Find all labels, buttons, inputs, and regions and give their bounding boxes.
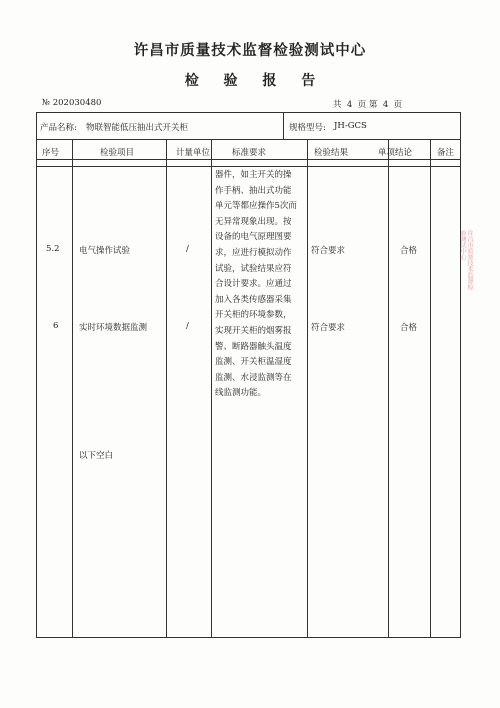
standard-requirements-text: 器件，如主开关的操作手柄、抽出式功能单元等都应操作5次而无异常现象出现。按设备的电气原理图要求，应进行模拟动作试验，试验结果应符合设计要求。应通过加入各类传感器采集开关柜的环境参数，实现开关柜的烟雾报警、断路器触头温度监测、开关柜温湿度监测、水浸监测等在线监测功能。	[215, 170, 297, 399]
seal-stamp: 许昌市质量技术监督检验测试中心	[459, 230, 473, 290]
blank-note: 以下空白	[79, 451, 114, 461]
page-indicator: 共 4 页 第 4 页	[333, 100, 403, 110]
product-name-value: 物联智能低压抽出式开关柜	[86, 123, 189, 133]
column-standard: 标准要求	[232, 148, 267, 158]
row-result: 符合要求	[311, 246, 346, 256]
row-unit: /	[186, 321, 189, 331]
row-unit: /	[186, 244, 189, 254]
column-item: 检验项目	[100, 148, 135, 158]
row-seq: 5.2	[46, 244, 60, 254]
column-seq: 序号	[42, 148, 60, 158]
model-value: JH-GCS	[334, 121, 367, 131]
column-unit: 计量单位	[176, 148, 211, 158]
report-number: № 202030480	[42, 98, 102, 108]
column-note: 备注	[437, 148, 455, 158]
row-conclusion: 合格	[400, 246, 418, 256]
column-conclusion: 单项结论	[378, 148, 413, 158]
model-label: 规格型号:	[289, 123, 326, 133]
row-seq: 6	[53, 321, 59, 331]
row-conclusion: 合格	[400, 323, 418, 333]
product-name-label: 产品名称:	[40, 123, 77, 133]
report-title: 检 验 报 告	[184, 73, 316, 89]
organization-name: 许昌市质量技术监督检验测试中心	[133, 43, 367, 59]
row-item: 电气操作试验	[79, 246, 131, 256]
column-result: 检验结果	[314, 148, 349, 158]
row-item: 实时环境数据监测	[79, 323, 148, 333]
row-result: 符合要求	[311, 323, 346, 333]
